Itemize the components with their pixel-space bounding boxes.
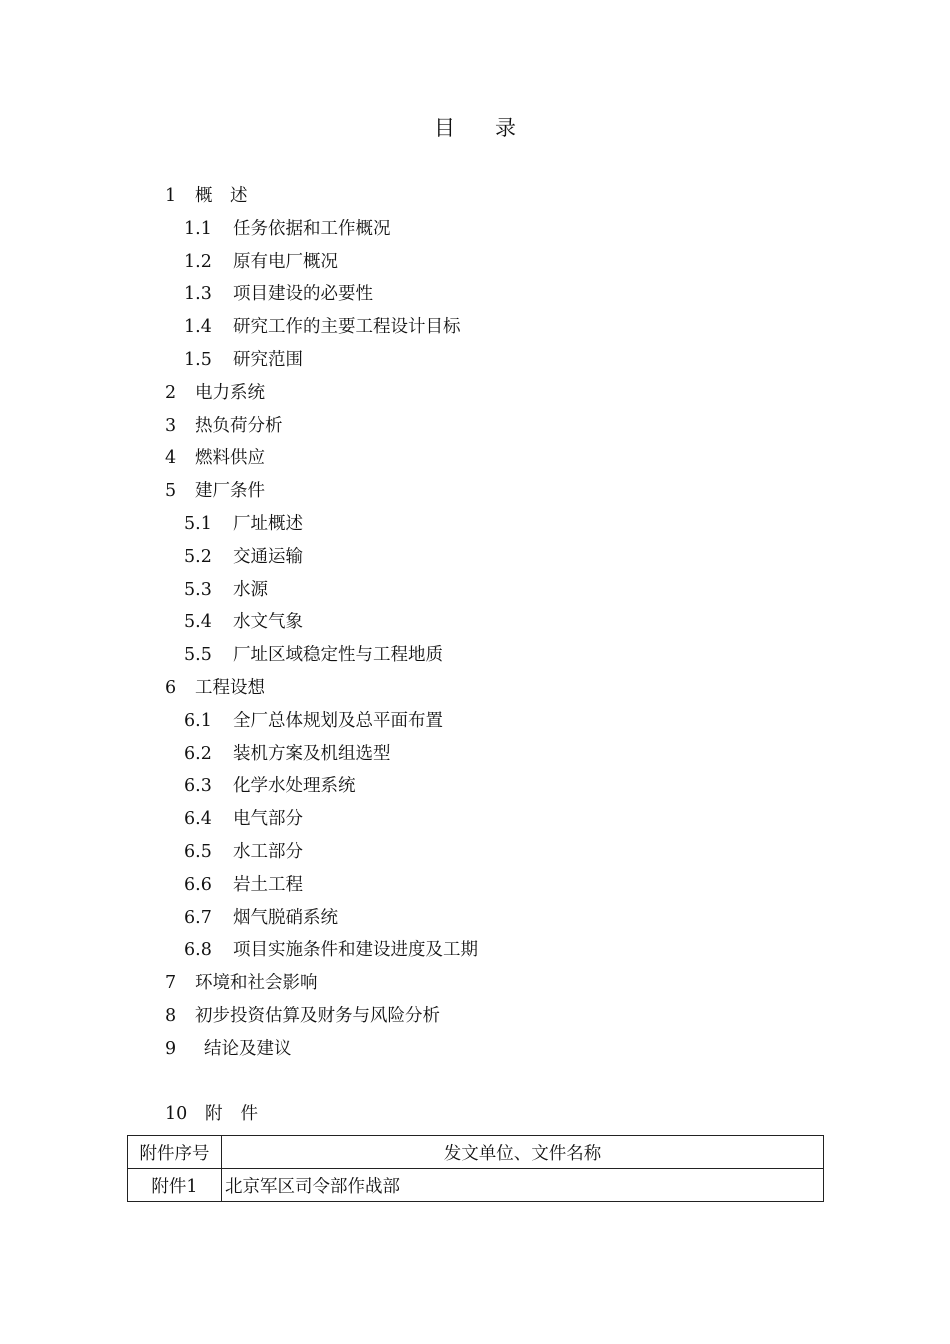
header-attachment-number: 附件序号 — [128, 1136, 222, 1169]
toc-chapter-entry — [0, 1033, 950, 1066]
toc-chapter-entry — [0, 180, 950, 213]
toc-entry-number: 6.1 — [184, 710, 212, 731]
page-title-char: 目 — [434, 116, 455, 140]
toc-section-entry — [0, 902, 950, 935]
toc-section-entry — [0, 541, 950, 574]
toc-entry-title: 研究工作的主要工程设计目标 — [233, 317, 461, 338]
attachments-table-body — [128, 1169, 824, 1202]
toc-entry-title: 燃料供应 — [195, 448, 265, 469]
toc-entry-number: 4 — [165, 448, 177, 469]
attachments-heading-char: 件 — [240, 1104, 258, 1124]
toc-entry-title: 电气部分 — [233, 809, 303, 830]
toc-entry-number: 1.3 — [184, 284, 212, 305]
toc-entry-number: 7 — [165, 973, 177, 994]
toc-entry-title: 厂址区域稳定性与工程地质 — [233, 645, 443, 666]
toc-entry-title: 水工部分 — [233, 841, 303, 862]
toc-section-entry — [0, 213, 950, 246]
toc-entry-title: 装机方案及机组选型 — [233, 743, 391, 764]
attachments-heading-char: 附 — [205, 1104, 223, 1124]
toc-entry-number: 5 — [165, 481, 177, 502]
toc-entry-title: 岩土工程 — [233, 874, 303, 895]
toc-entry-number: 9 — [165, 1038, 177, 1059]
toc-section-entry — [0, 344, 950, 377]
toc-chapter-entry — [0, 475, 950, 508]
attachment-name-cell: 北京军区司令部作战部 — [222, 1169, 824, 1202]
toc-entry-title: 初步投资估算及财务与风险分析 — [195, 1005, 440, 1026]
toc-entry-title: 厂址概述 — [233, 513, 303, 534]
toc-entry-number: 6.8 — [184, 940, 212, 961]
toc-entry-title: 任务依据和工作概况 — [233, 218, 391, 239]
toc-section-entry — [0, 836, 950, 869]
toc-section-entry — [0, 705, 950, 738]
toc-entry-title: 项目实施条件和建设进度及工期 — [233, 940, 478, 961]
toc-entry-number: 2 — [165, 382, 177, 403]
page-title — [0, 112, 950, 142]
toc-entry-number: 1 — [165, 186, 177, 206]
page-title-char: 录 — [495, 116, 516, 140]
toc-entry-title: 研究范围 — [233, 349, 303, 370]
toc-entry-number: 5.2 — [184, 546, 212, 567]
table-row — [128, 1169, 824, 1202]
toc-entry-title: 项目建设的必要性 — [233, 284, 373, 305]
attachments-heading — [165, 1098, 258, 1130]
toc-entry-number: 5.3 — [184, 579, 212, 600]
toc-entry-number: 6.3 — [184, 776, 212, 797]
toc-section-entry — [0, 770, 950, 803]
toc-section-entry — [0, 311, 950, 344]
toc-entry-title: 建厂条件 — [195, 481, 265, 502]
attachment-number-cell: 附件1 — [128, 1169, 222, 1202]
toc-section-entry — [0, 278, 950, 311]
toc-entry-number: 6 — [165, 677, 177, 698]
attachments-heading-number: 10 — [165, 1104, 188, 1124]
toc-entry-title: 热负荷分析 — [195, 415, 283, 436]
toc-entry-number: 6.6 — [184, 874, 212, 895]
toc-entry-number: 1.1 — [184, 218, 212, 239]
toc-entry-title: 工程设想 — [195, 677, 265, 698]
toc-entry-title: 结论及建议 — [204, 1038, 292, 1059]
toc-entry-number: 1.2 — [184, 251, 212, 272]
toc-section-entry — [0, 508, 950, 541]
toc-entry-number: 5.5 — [184, 645, 212, 666]
toc-entry-title: 全厂总体规划及总平面布置 — [233, 710, 443, 731]
toc-section-entry — [0, 574, 950, 607]
toc-entry-title: 交通运输 — [233, 546, 303, 567]
toc-entry-number: 1.4 — [184, 317, 212, 338]
toc-entry-number: 5.4 — [184, 612, 212, 633]
attachments-table-header-row — [128, 1136, 824, 1169]
toc-chapter-entry — [0, 410, 950, 443]
toc-chapter-entry — [0, 377, 950, 410]
toc-entry-number: 6.7 — [184, 907, 212, 928]
toc-entry-title: 原有电厂概况 — [233, 251, 338, 272]
toc-entry-title: 环境和社会影响 — [195, 973, 318, 994]
toc-section-entry — [0, 246, 950, 279]
toc-section-entry — [0, 803, 950, 836]
toc-entry-title: 烟气脱硝系统 — [233, 907, 338, 928]
table-of-contents — [0, 180, 950, 1066]
toc-entry-title: 水源 — [233, 579, 268, 600]
toc-chapter-entry — [0, 442, 950, 475]
toc-entry-title: 化学水处理系统 — [233, 776, 356, 797]
toc-section-entry — [0, 639, 950, 672]
toc-section-entry — [0, 869, 950, 902]
toc-entry-number: 1.5 — [184, 349, 212, 370]
toc-section-entry — [0, 934, 950, 967]
toc-entry-number: 6.4 — [184, 809, 212, 830]
toc-entry-number: 3 — [165, 415, 177, 436]
toc-chapter-entry — [0, 967, 950, 1000]
toc-entry-title: 概 述 — [195, 186, 248, 206]
toc-entry-number: 6.5 — [184, 841, 212, 862]
toc-entry-title: 水文气象 — [233, 612, 303, 633]
toc-section-entry — [0, 606, 950, 639]
toc-entry-number: 6.2 — [184, 743, 212, 764]
toc-chapter-entry — [0, 1000, 950, 1033]
toc-chapter-entry — [0, 672, 950, 705]
toc-entry-number: 8 — [165, 1005, 177, 1026]
toc-section-entry — [0, 738, 950, 771]
attachments-table — [127, 1135, 824, 1202]
header-issuer-document-name: 发文单位、文件名称 — [222, 1136, 824, 1169]
toc-entry-number: 5.1 — [184, 513, 212, 534]
toc-entry-title: 电力系统 — [195, 382, 265, 403]
